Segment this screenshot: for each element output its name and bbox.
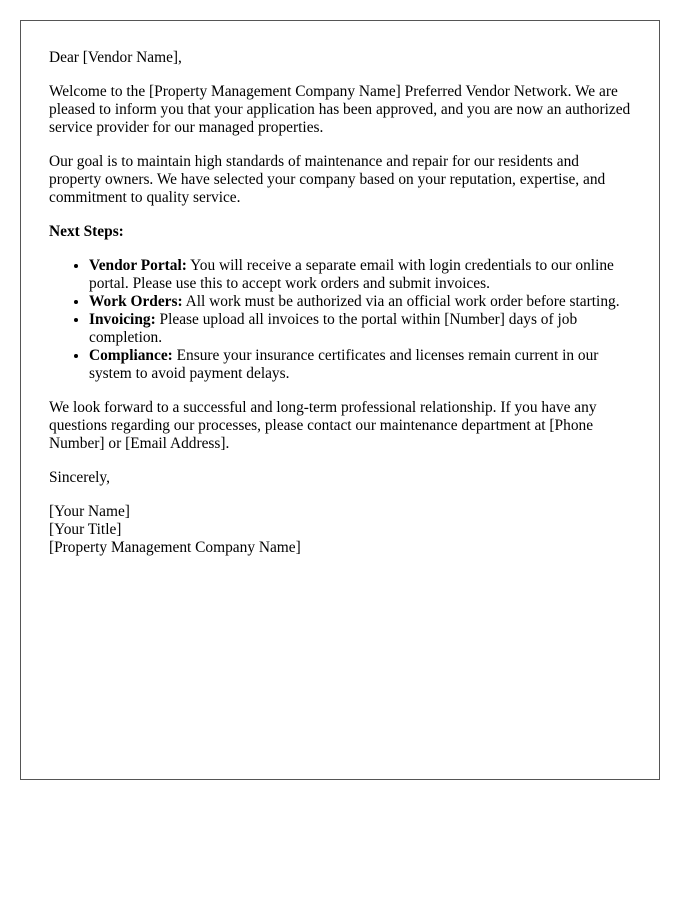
step-label: Vendor Portal: <box>89 257 187 274</box>
welcome-paragraph: Welcome to the [Property Management Company Name] Preferred Vendor Network. We are pleased to inform you that your application has been approved, and you are now an authorized service provider for our managed properties. <box>49 83 631 136</box>
signature-company: [Property Management Company Name] <box>49 539 301 556</box>
salutation: Dear [Vendor Name], <box>49 49 182 66</box>
step-label: Compliance: <box>89 347 173 364</box>
sign-off: Sincerely, <box>49 469 110 486</box>
list-item <box>89 257 631 293</box>
signature-name: [Your Name] <box>49 503 130 520</box>
signature-title: [Your Title] <box>49 521 122 538</box>
next-steps-list <box>49 257 631 383</box>
step-text: Please upload all invoices to the portal within [Number] days of job completion. <box>89 311 578 346</box>
step-label: Work Orders: <box>89 293 183 310</box>
list-item <box>89 311 631 347</box>
step-text: Ensure your insurance certificates and licenses remain current in our system to avoid payment delays. <box>89 347 599 382</box>
letter-page <box>20 20 660 780</box>
next-steps-heading: Next Steps: <box>49 223 124 240</box>
step-label: Invoicing: <box>89 311 156 328</box>
goal-paragraph: Our goal is to maintain high standards of maintenance and repair for our residents and property owners. We have selected your company based on your reputation, expertise, and commitment to quality service. <box>49 153 606 206</box>
step-text: You will receive a separate email with login credentials to our online portal. Please use this to accept work orders and submit invoices. <box>89 257 614 292</box>
list-item <box>89 293 631 311</box>
list-item <box>89 347 631 383</box>
step-text: All work must be authorized via an official work order before starting. <box>182 293 620 310</box>
closing-paragraph: We look forward to a successful and long-term professional relationship. If you have any questions regarding our processes, please contact our maintenance department at [Phone Number] or [Email Address]. <box>49 399 597 452</box>
